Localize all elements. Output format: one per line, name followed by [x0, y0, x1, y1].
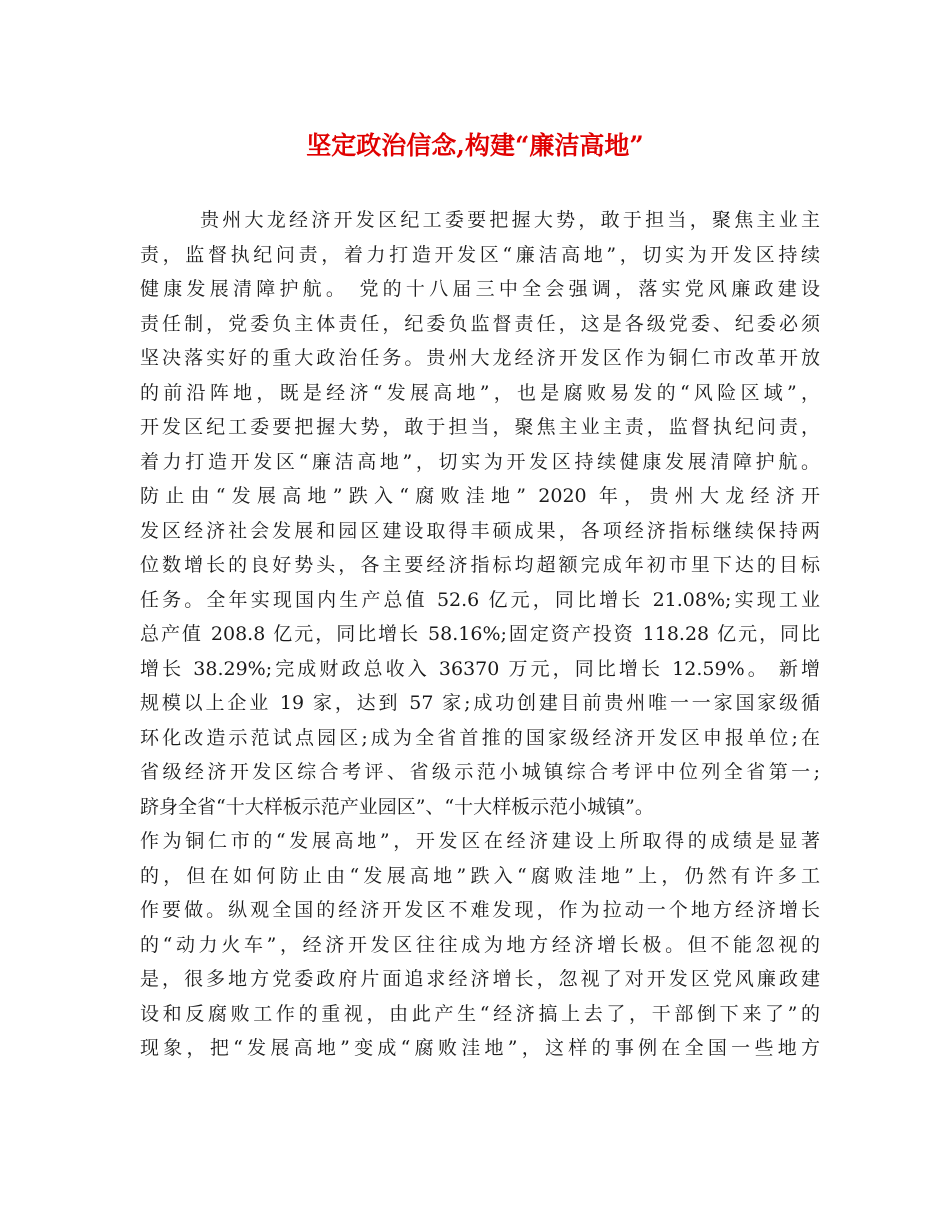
document-title: 坚定政治信念,构建“廉洁高地” [306, 131, 644, 160]
body-line: 现象，把“发展高地”变成“腐败洼地”，这样的事例在全国一些地方 [140, 1037, 820, 1059]
body-line: 规模以上企业 19 家，达到 57 家;成功创建目前贵州唯一一家国家级循 [140, 692, 820, 714]
body-line: 是，很多地方党委政府片面追求经济增长，忽视了对开发区党风廉政建 [140, 968, 820, 990]
body-line: 位数增长的良好势头，各主要经济指标均超额完成年初市里下达的目标 [140, 554, 820, 576]
body-line: 设和反腐败工作的重视，由此产生“经济搞上去了，干部倒下来了”的 [140, 1002, 820, 1025]
body-line: 健康发展清障护航。 党的十八届三中全会强调，落实党风廉政建设 [140, 278, 820, 300]
body-line: 省级经济开发区综合考评、省级示范小城镇综合考评中位列全省第一; [140, 761, 820, 783]
body-line: 责任制，党委负主体责任，纪委负监督责任，这是各级党委、纪委必须 [140, 312, 820, 335]
body-line: 责，监督执纪问责，着力打造开发区“廉洁高地”，切实为开发区持续 [140, 243, 820, 266]
body-line: 的“动力火车”，经济开发区往往成为地方经济增长极。但不能忽视的 [140, 933, 820, 956]
body-line: 贵州大龙经济开发区纪工委要把握大势，敢于担当，聚焦主业主 [200, 209, 820, 231]
body-line: 环化改造示范试点园区;成为全省首推的国家级经济开发区申报单位;在 [140, 726, 820, 749]
body-line: 的，但在如何防止由“发展高地”跌入“腐败洼地”上，仍然有许多工 [140, 864, 820, 887]
document-body [140, 203, 820, 1066]
body-line: 作要做。纵观全国的经济开发区不难发现，作为拉动一个地方经济增长 [140, 899, 820, 921]
body-line: 坚决落实好的重大政治任务。贵州大龙经济开发区作为铜仁市改革开放 [140, 347, 820, 369]
body-line: 发区经济社会发展和园区建设取得丰硕成果，各项经济指标继续保持两 [140, 519, 820, 542]
body-line: 增长 38.29%;完成财政总收入 36370 万元，同比增长 12.59%。 新增 [140, 657, 820, 680]
body-line: 总产值 208.8 亿元，同比增长 58.16%;固定资产投资 118.28 亿元，同比 [140, 623, 820, 645]
body-line: 的前沿阵地，既是经济“发展高地”，也是腐败易发的“风险区域”， [140, 381, 820, 404]
body-line: 防止由“发展高地”跌入“腐败洼地” 2020 年，贵州大龙经济开 [140, 485, 820, 507]
body-line: 跻身全省“十大样板示范产业园区”、“十大样板示范小城镇”。 [140, 795, 654, 818]
body-line: 着力打造开发区“廉洁高地”，切实为开发区持续健康发展清障护航。 [140, 450, 820, 473]
body-line: 任务。全年实现国内生产总值 52.6 亿元，同比增长 21.08%;实现工业 [140, 588, 820, 611]
body-line: 开发区纪工委要把握大势，敢于担当，聚焦主业主责，监督执纪问责， [140, 416, 820, 438]
body-line: 作为铜仁市的“发展高地”，开发区在经济建设上所取得的成绩是显著 [140, 830, 820, 852]
